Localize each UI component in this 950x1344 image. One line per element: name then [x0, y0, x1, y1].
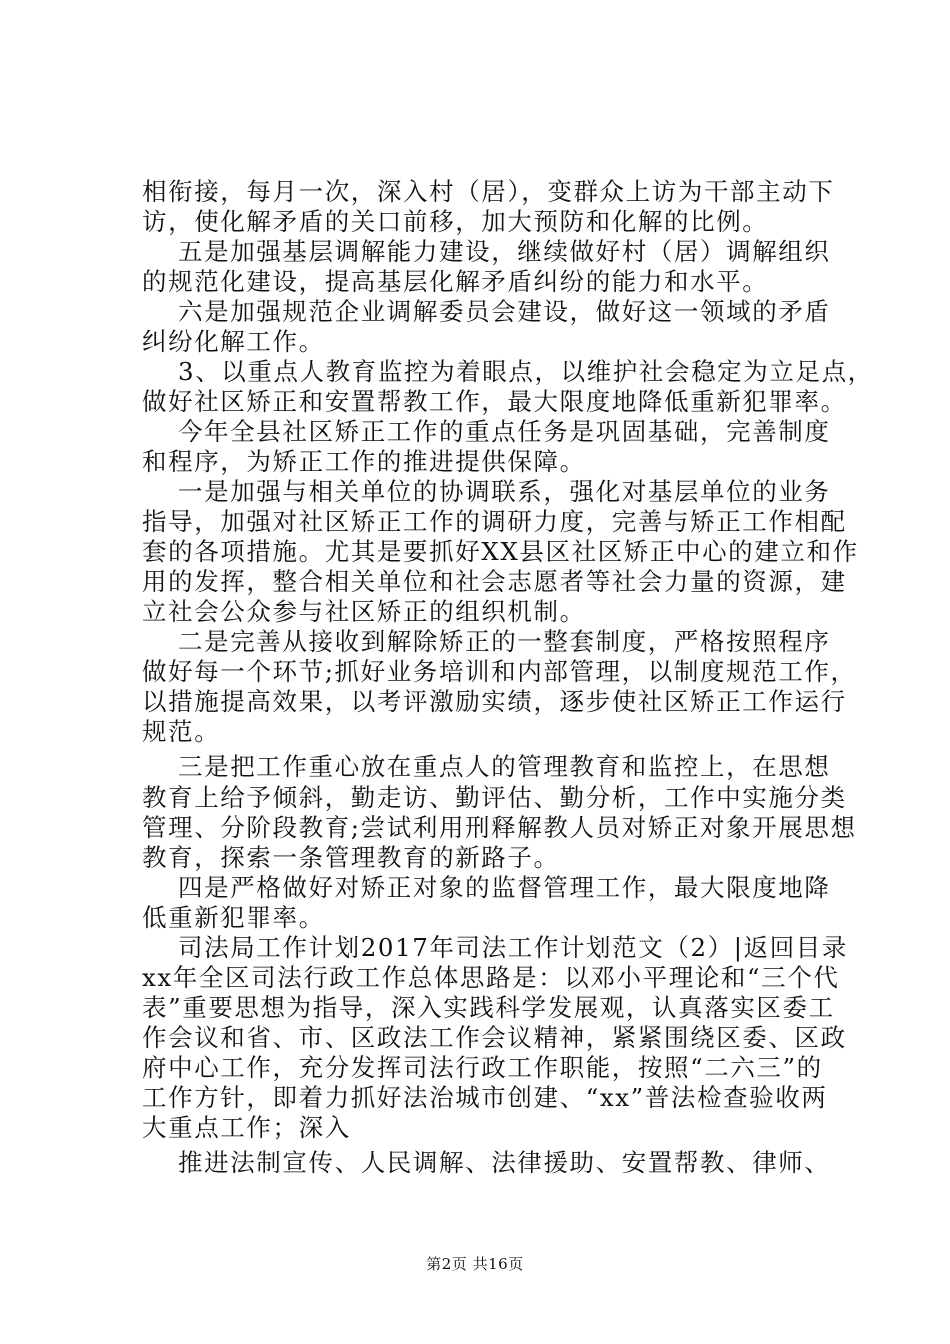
text-line: 纠纷化解工作。 [142, 327, 325, 356]
text-line: 一是加强与相关单位的协调联系，强化对基层单位的业务 [178, 477, 831, 506]
text-line: 立社会公众参与社区矫正的组织机制。 [142, 597, 586, 626]
text-line: 推进法制宣传、人民调解、法律援助、安置帮教、律师、 [178, 1148, 831, 1177]
text-line: 相衔接，每月一次，深入村（居），变群众上访为干部主动下 [142, 177, 835, 206]
text-line: 教育，探索一条管理教育的新路子。 [142, 843, 560, 872]
text-line: 今年全县社区矫正工作的重点任务是巩固基础，完善制度 [178, 417, 831, 446]
text-line: 管理、分阶段教育;尝试利用刑释解教人员对矫正对象开展思想 [142, 813, 857, 842]
text-line: 作会议和省、市、区政法工作会议精神，紧紧围绕区委、区政 [142, 1023, 847, 1052]
text-line: 表”重要思想为指导，深入实践科学发展观，认真落实区委工 [142, 993, 835, 1022]
text-line: 用的发挥，整合相关单位和社会志愿者等社会力量的资源，建 [142, 567, 847, 596]
text-line: xx年全区司法行政工作总体思路是：以邓小平理论和“三个代 [142, 963, 840, 992]
text-line: 做好每一个环节;抓好业务培训和内部管理，以制度规范工作， [142, 657, 857, 686]
text-line: 大重点工作；深入 [142, 1113, 351, 1142]
text-line: 五是加强基层调解能力建设，继续做好村（居）调解组织 [178, 237, 831, 266]
text-line: 四是严格做好对矫正对象的监督管理工作，最大限度地降 [178, 873, 831, 902]
text-line: 套的各项措施。尤其是要抓好XX县区社区矫正中心的建立和作 [142, 537, 859, 566]
text-line: 六是加强规范企业调解委员会建设，做好这一领域的矛盾 [178, 297, 831, 326]
text-line: 的规范化建设，提高基层化解矛盾纠纷的能力和水平。 [142, 267, 769, 296]
text-line: 府中心工作，充分发挥司法行政工作职能，按照“二六三”的 [142, 1053, 823, 1082]
text-line: 规范。 [142, 717, 221, 746]
text-line: 3、以重点人教育监控为着眼点，以维护社会稳定为立足点， [178, 357, 874, 386]
text-line: 司法局工作计划2017年司法工作计划范文（2）|返回目录 [178, 933, 848, 962]
text-line: 教育上给予倾斜，勤走访、勤评估、勤分析，工作中实施分类 [142, 783, 847, 812]
text-line: 低重新犯罪率。 [142, 903, 325, 932]
text-line: 工作方针，即着力抓好法治城市创建、“xx”普法检查验收两 [142, 1083, 828, 1112]
text-line: 三是把工作重心放在重点人的管理教育和监控上，在思想 [178, 752, 831, 781]
text-line: 和程序，为矫正工作的推进提供保障。 [142, 447, 586, 476]
text-line: 二是完善从接收到解除矫正的一整套制度，严格按照程序 [178, 627, 831, 656]
text-line: 访，使化解矛盾的关口前移，加大预防和化解的比例。 [142, 207, 769, 236]
text-line: 以措施提高效果，以考评激励实绩，逐步使社区矫正工作运行 [142, 687, 847, 716]
text-line: 指导，加强对社区矫正工作的调研力度，完善与矫正工作相配 [142, 507, 847, 536]
text-line: 做好社区矫正和安置帮教工作，最大限度地降低重新犯罪率。 [142, 387, 847, 416]
page-footer: 第2页 共16页 [426, 1255, 524, 1273]
